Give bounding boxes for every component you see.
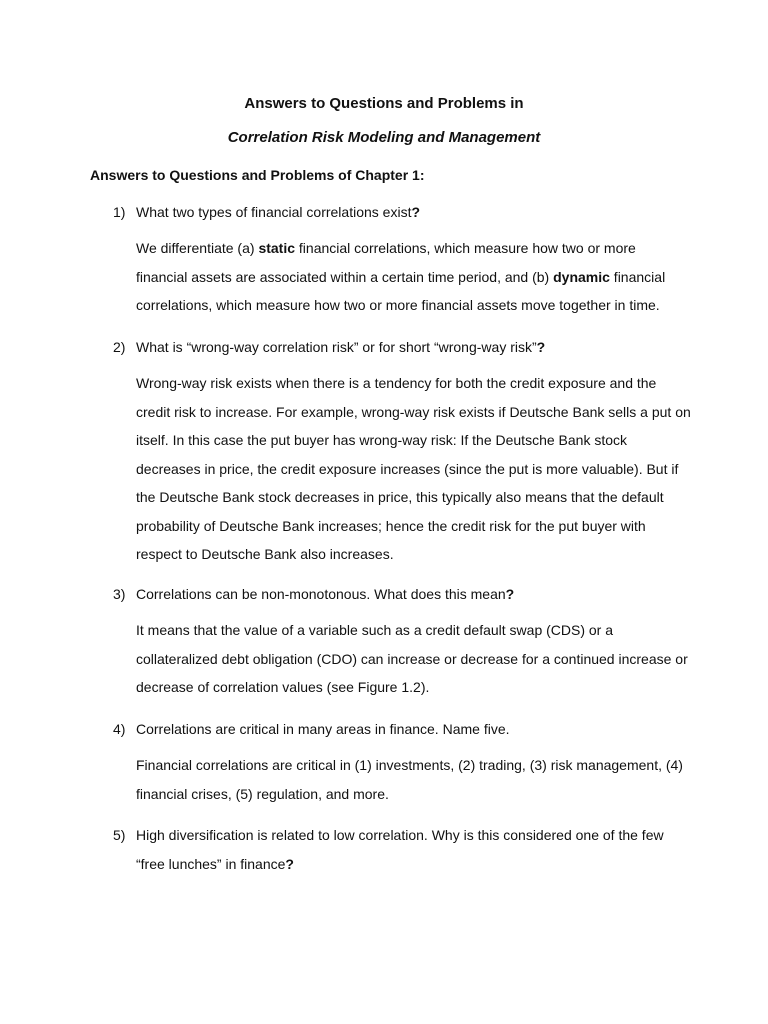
answer-1 — [136, 234, 696, 320]
question-text: What two types of financial correlations exist? — [136, 204, 421, 220]
answer-4 — [136, 751, 696, 808]
answer-line: itself. In this case the put buyer has wrong-way risk: If the Deutsche Bank stock — [136, 432, 628, 448]
answer-line: correlations, which measure how two or more financial assets move together in time. — [136, 297, 660, 313]
question-number: 4) — [113, 721, 126, 737]
question-text: What is “wrong-way correlation risk” or for short “wrong-way risk”? — [136, 339, 546, 355]
question-text: High diversification is related to low correlation. Why is this considered one of the few “free lunches” in finance? — [136, 827, 664, 872]
answer-line: financial crises, (5) regulation, and more. — [136, 785, 389, 802]
answer-line: We differentiate (a) static financial correlations, which measure how two or more — [136, 240, 636, 256]
question-text: Correlations are critical in many areas in finance. Name five. — [136, 721, 510, 737]
answer-line: It means that the value of a variable such as a credit default swap (CDS) or a — [136, 622, 614, 638]
answer-line: decreases in price, the credit exposure increases (since the put is more valuable). But if — [136, 460, 679, 477]
answer-line: Wrong-way risk exists when there is a tendency for both the credit exposure and the — [136, 375, 657, 391]
answer-line: respect to Deutsche Bank also increases. — [136, 546, 394, 562]
question-number: 2) — [113, 339, 126, 355]
answer-line: decrease of correlation values (see Figure 1.2). — [136, 679, 430, 695]
chapter-heading: Answers to Questions and Problems of Chapter 1: — [90, 167, 425, 183]
answer-line: Financial correlations are critical in (1) investments, (2) trading, (3) risk management, (4) — [136, 757, 683, 773]
document-subtitle: Correlation Risk Modeling and Management — [227, 129, 541, 146]
question-number: 3) — [113, 586, 126, 602]
answer-line: collateralized debt obligation (CDO) can increase or decrease for a continued increase or — [136, 650, 688, 667]
question-number: 5) — [113, 827, 126, 843]
answer-line: the Deutsche Bank stock decreases in price, this typically also means that the default — [136, 489, 664, 505]
emphasis-static: static — [258, 240, 296, 256]
question-text: Correlations can be non-monotonous. What does this mean? — [136, 586, 515, 602]
document-title: Answers to Questions and Problems in — [244, 95, 524, 112]
answer-3 — [136, 616, 696, 702]
emphasis-dynamic: dynamic — [553, 268, 610, 285]
question-number: 1) — [113, 204, 126, 220]
answer-line: financial assets are associated within a certain time period, and (b) dynamic financial — [136, 268, 666, 285]
answer-line: credit risk to increase. For example, wrong-way risk exists if Deutsche Bank sells a put on — [136, 403, 691, 420]
answer-2 — [136, 369, 696, 569]
answer-line: probability of Deutsche Bank increases; hence the credit risk for the put buyer with — [136, 517, 646, 534]
